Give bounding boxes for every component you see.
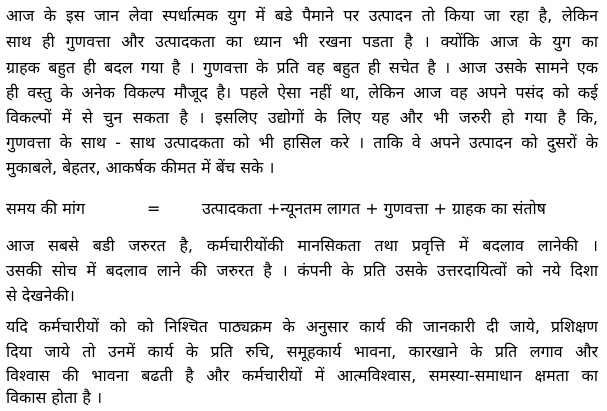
- paragraph-2-line-1: आज सबसे बडी जरुरत है, कर्मचारीयोंकी मानसिकता तथा प्रवृत्ति में बदलाव लानेकी ।: [6, 236, 598, 255]
- paragraph-3-line-1: यदि कर्मचारीयों को को निश्चित पाठ्यक्रम के अनुसार कार्य की जानकारी दी जाये, प्रशिक्षण: [6, 317, 598, 336]
- paragraph-1-line-3: ग्राहक बहुत ही बदल गया है । गुणवत्ता के प्रति वह बहुत ही सचेत है । आज उसके सामने एक: [6, 58, 598, 77]
- paragraph-1-line-4: ही वस्तु के अनेक विकल्प मौजूद है। पहले ऐसा नहीं था, लेकिन आज वह अपने पसंद को कई: [6, 83, 598, 102]
- paragraph-3-line-3: विश्वास की भावना बढती है और कर्मचारीयों में आत्मविश्वास, समस्या-समाधान क्षमता का: [6, 366, 598, 385]
- paragraph-1-line-6: गुणवत्ता के साथ - साथ उत्पादकता को भी हासिल करे । ताकि वे अपने उत्पादन को दुसरों के: [6, 133, 598, 152]
- paragraph-1-line-7: मुकाबले, बेहतर, आकर्षक कीमत में बेंच सके ।: [6, 158, 275, 177]
- paragraph-1-line-5: विकल्पों में से चुन सकता है । इसलिए उद्योगों के लिए यह और भी जरुरी हो गया है कि,: [6, 108, 598, 127]
- paragraph-1-line-2: साथ ही गुणवत्ता और उत्पादकता का ध्यान भी रखना पडता है । क्योंकि आज के युग का: [6, 32, 598, 51]
- paragraph-2-line-2: उसकी सोच में बदलाव लाने की जरुरत है । कंपनी के प्रति उसके उत्तरदायित्वों को नये दिशा: [6, 261, 598, 280]
- paragraph-3-line-4: विकास होता है ।: [6, 388, 103, 407]
- formula-equals: =: [147, 199, 161, 218]
- paragraph-1-line-1: आज के इस जान लेवा स्पर्धात्मक युग में बडे पैमाने पर उत्पादन तो किया जा रहा है, लेकिन: [6, 6, 598, 25]
- formula-rhs: उत्पादकता +न्यूनतम लागत + गुणवत्ता + ग्राहक का संतोष: [202, 199, 546, 218]
- paragraph-2-line-3: से देखनेकी।: [6, 286, 75, 305]
- paragraph-3-line-2: दिया जाये तो उनमें कार्य के प्रति रुचि, समूहकार्य भावना, कारखाने के प्रति लगाव और: [6, 342, 598, 361]
- formula-lhs: समय की मांग: [6, 199, 85, 218]
